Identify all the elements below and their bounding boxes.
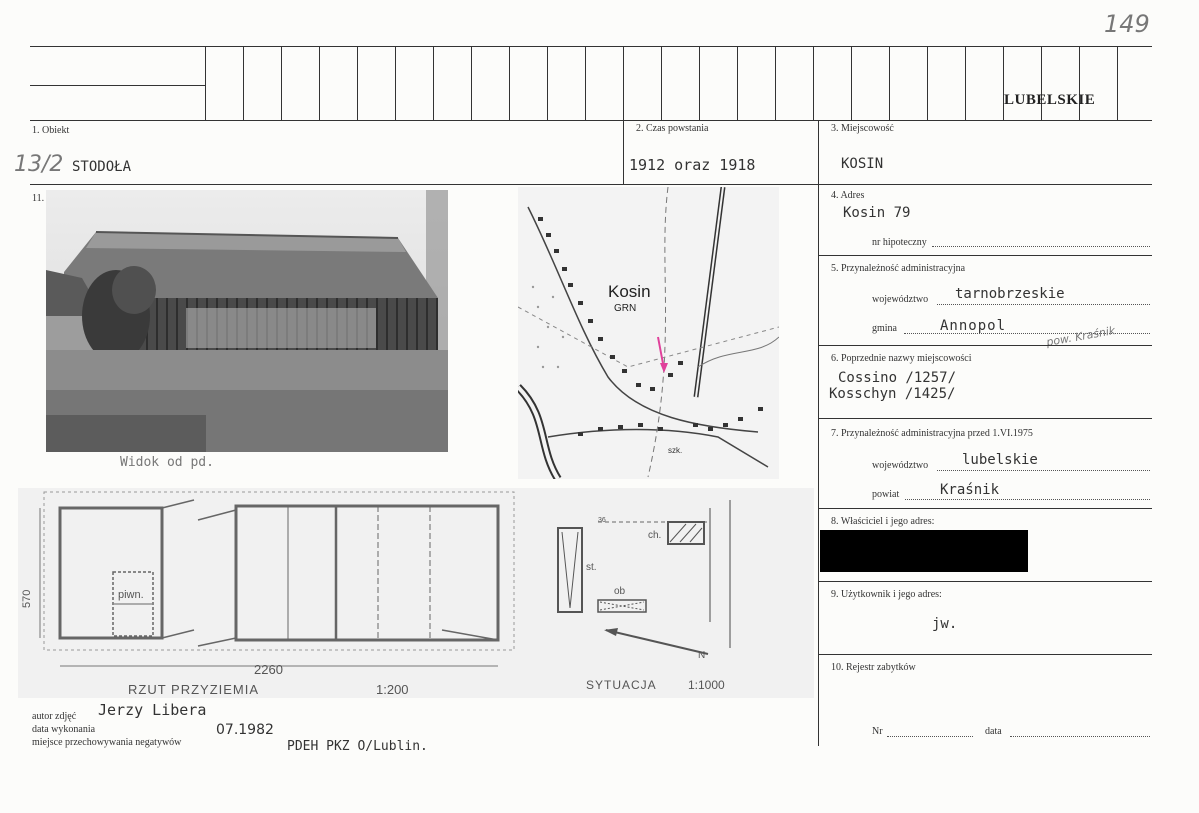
obiekt-label: 1. Obiekt (32, 125, 70, 136)
header-column-line (927, 46, 928, 120)
przed-powiat-label: powiat (872, 489, 900, 500)
header-column-line (889, 46, 890, 120)
autor-label: autor zdjęć (32, 711, 77, 722)
powiat-note: pow. Kraśnik (1045, 324, 1117, 349)
plan-title: RZUT PRZYZIEMIA (128, 682, 260, 697)
nr-hipoteczny-label: nr hipoteczny (872, 237, 927, 248)
przed-label: 7. Przynależność administracyjna przed 1.VI.1975 (831, 428, 1033, 439)
row5-bottom-line (818, 345, 1152, 346)
czas-value: 1912 oraz 1918 (629, 156, 756, 174)
width-dimension: 2260 (254, 662, 283, 677)
data-value: 07.1982 (216, 722, 274, 738)
row1-bottom-line (30, 184, 1152, 185)
przynaleznosc-label: 5. Przynależność administracyjna (831, 263, 966, 274)
przed-powiat-value: Kraśnik (940, 482, 1000, 498)
rejestr-label: 10. Rejestr zabytków (831, 662, 916, 673)
corner-number: 149 (1104, 10, 1150, 38)
situation-scale: 1:1000 (688, 678, 725, 692)
header-column-line (661, 46, 662, 120)
situation-north: N (698, 650, 706, 661)
header-column-line (357, 46, 358, 120)
czas-label: 2. Czas powstania (636, 123, 709, 134)
header-column-line (205, 46, 206, 120)
row6-bottom-line (818, 418, 1152, 419)
row8-bottom-line (818, 581, 1152, 582)
przed-woj-line (937, 470, 1150, 471)
woj-value: tarnobrzeskie (955, 286, 1065, 302)
situation-title: SYTUACJA (586, 678, 657, 692)
miejscowosc-label: 3. Miejscowość (831, 123, 894, 134)
header-column-line (737, 46, 738, 120)
header-column-line (965, 46, 966, 120)
plan-scale: 1:200 (376, 682, 409, 697)
miejscowosc-value: KOSIN (841, 156, 884, 172)
map-place-label: Kosin (608, 282, 651, 301)
map-image (518, 187, 779, 479)
location-map (518, 187, 779, 479)
woj-label: województwo (872, 294, 929, 305)
miejsce-label: miejsce przechowywania negatywów (32, 737, 182, 748)
situation-dimension: 36 (598, 517, 606, 524)
redaction-block (820, 530, 1028, 572)
rejestr-data-label: data (985, 726, 1002, 737)
adres-value: Kosin 79 (843, 205, 911, 221)
room-label: piwn. (118, 589, 144, 601)
header-column-line (851, 46, 852, 120)
divider-v2 (818, 120, 819, 746)
row9-bottom-line (818, 654, 1152, 655)
adres-label: 4. Adres (831, 190, 865, 201)
rejestr-nr-line (887, 736, 973, 737)
barn-photo-image (46, 190, 448, 452)
przed-woj-label: województwo (872, 460, 929, 471)
header-column-line (509, 46, 510, 120)
region-name: LUBELSKIE (1004, 92, 1096, 108)
rejestr-nr-label: Nr (872, 726, 883, 737)
height-dimension: 570 (21, 589, 33, 608)
situation-label-ch: ch. (648, 530, 662, 541)
map-road-label: szk. (668, 446, 683, 455)
situation-label-ob: ob (614, 586, 626, 597)
header-column-line (433, 46, 434, 120)
floor-plan-svg (18, 488, 814, 698)
obiekt-value: STODOŁA (72, 159, 132, 175)
gmina-label: gmina (872, 323, 897, 334)
obiekt-annotation: 13/2 (14, 152, 64, 177)
row4-bottom-line (818, 255, 1152, 256)
header-column-line (319, 46, 320, 120)
uzytkownik-label: 9. Użytkownik i jego adres: (831, 589, 942, 600)
poprzednie-line2: Kosschyn /1425/ (829, 386, 956, 402)
divider-v1 (623, 120, 624, 184)
header-column-line (395, 46, 396, 120)
woj-line (937, 304, 1150, 305)
header-column-line (1117, 46, 1118, 120)
photo-caption: Widok od pd. (120, 455, 214, 470)
barn-photo (46, 190, 448, 452)
map-abbr-label: GRN (614, 303, 637, 314)
poprzednie-line1: Cossino /1257/ (838, 370, 957, 386)
header-column-line (471, 46, 472, 120)
header-column-line (699, 46, 700, 120)
row7-bottom-line (818, 508, 1152, 509)
poprzednie-label: 6. Poprzednie nazwy miejscowości (831, 353, 972, 364)
header-column-line (547, 46, 548, 120)
header-column-line (813, 46, 814, 120)
header-top-line (30, 46, 1152, 47)
przed-powiat-line (905, 499, 1150, 500)
header-line-a (30, 85, 205, 86)
wlasciciel-label: 8. Właściciel i jego adres: (831, 516, 935, 527)
header-bottom-line (30, 120, 1152, 121)
header-column-line (585, 46, 586, 120)
autor-value: Jerzy Libera (98, 701, 207, 719)
gmina-value: Annopol (940, 318, 1007, 334)
section11-label: 11. (32, 193, 45, 204)
header-column-line (775, 46, 776, 120)
header-column-line (623, 46, 624, 120)
header-column-line (243, 46, 244, 120)
header-column-line (281, 46, 282, 120)
uzytkownik-value: jw. (932, 616, 958, 632)
nr-hipoteczny-line (932, 246, 1150, 247)
floor-plan-drawing (18, 488, 814, 698)
rejestr-data-line (1010, 736, 1150, 737)
situation-label-st: st. (586, 562, 597, 573)
przed-woj-value: lubelskie (962, 452, 1038, 468)
miejsce-value: PDEH PKZ O/Lublin. (287, 739, 428, 754)
data-label: data wykonania (32, 724, 96, 735)
